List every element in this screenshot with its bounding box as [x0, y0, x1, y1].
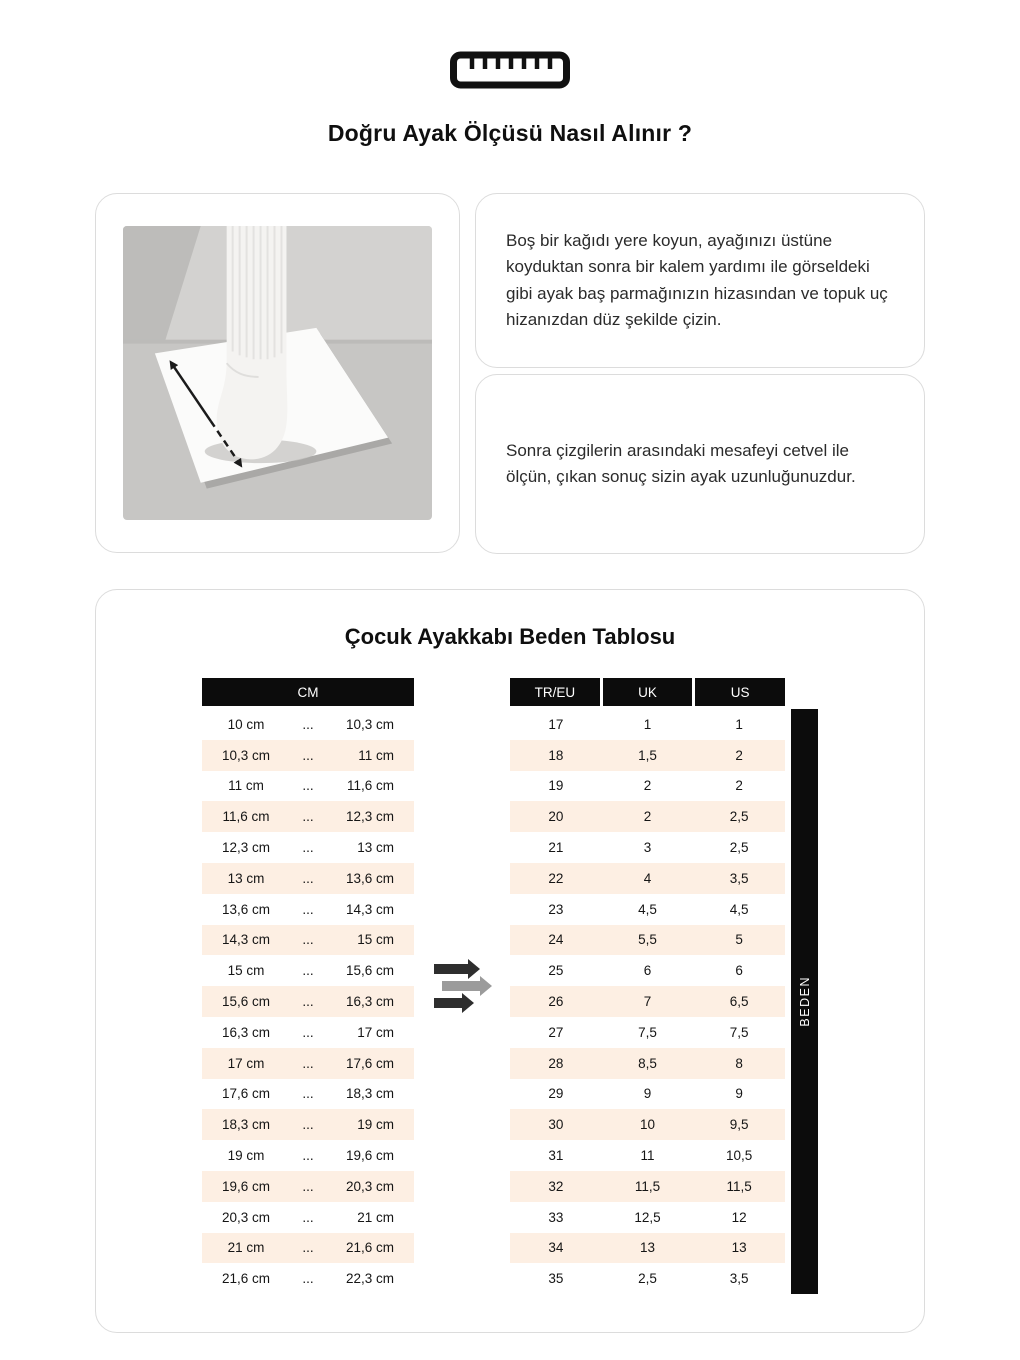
- size-value: 2: [643, 809, 652, 825]
- cm-value: 14,3 cm: [221, 932, 271, 948]
- size-value: 4: [643, 870, 652, 886]
- size-tables: [96, 678, 924, 1294]
- cm-value: 14,3 cm: [345, 901, 394, 917]
- cm-table-row: [202, 894, 414, 925]
- size-table-row: [510, 1202, 785, 1233]
- cm-value: 21,6 cm: [345, 1240, 394, 1256]
- header-tr-eu: TR/EU: [510, 678, 600, 706]
- range-separator: ...: [302, 1178, 314, 1194]
- range-separator: ...: [302, 994, 314, 1010]
- size-value: 3,5: [729, 1271, 749, 1287]
- size-table-row: [510, 709, 785, 740]
- range-separator: ...: [302, 1271, 314, 1287]
- range-separator: ...: [302, 1209, 314, 1225]
- size-table-row: [510, 1079, 785, 1110]
- range-separator: ...: [302, 778, 314, 794]
- range-separator: ...: [302, 840, 314, 856]
- size-value: 29: [548, 1086, 564, 1102]
- range-separator: ...: [302, 1086, 314, 1102]
- size-value: 3,5: [729, 870, 749, 886]
- header-uk: UK: [603, 678, 693, 706]
- page-title: Doğru Ayak Ölçüsü Nasıl Alınır ?: [327, 120, 693, 146]
- cm-value: 10,3 cm: [345, 716, 394, 732]
- foot-measure-image-card: [95, 193, 460, 553]
- size-value: 2,5: [729, 809, 749, 825]
- range-separator: ...: [302, 1055, 314, 1071]
- size-value: 10: [639, 1117, 655, 1133]
- cm-table-row: [202, 1017, 414, 1048]
- size-value: 2: [735, 778, 743, 794]
- size-value: 11: [640, 1148, 655, 1164]
- size-value: 20: [548, 809, 564, 825]
- beden-side-label: BEDEN: [797, 976, 812, 1027]
- size-value: 9: [643, 1086, 652, 1102]
- cm-value: 13,6 cm: [221, 901, 271, 917]
- cm-value: 13 cm: [227, 870, 265, 886]
- cm-value: 19 cm: [357, 1117, 394, 1133]
- size-table-row: [510, 740, 785, 771]
- size-table-row: [510, 1171, 785, 1202]
- size-value: 30: [548, 1117, 564, 1133]
- cm-table-row: [202, 1048, 414, 1079]
- size-value: 3: [643, 840, 652, 856]
- cm-value: 20,3 cm: [221, 1209, 271, 1225]
- instruction-step-1: Boş bir kağıdı yere koyun, ayağınızı üstüne koyduktan sonra bir kalem yardımı ile görseldeki gibi ayak baş parmağınızın hizasından ve topuk uç hizanızdan düz şekilde çizin.: [506, 230, 888, 329]
- cm-table-row: [202, 1109, 414, 1140]
- size-value: 8,5: [638, 1055, 657, 1071]
- cm-table-row: [202, 863, 414, 894]
- cm-value: 12,3 cm: [345, 809, 394, 825]
- range-separator: ...: [302, 901, 314, 917]
- cm-value: 15 cm: [227, 963, 265, 979]
- size-table-row: [510, 1263, 785, 1294]
- cm-table-row: [202, 1171, 414, 1202]
- size-value: 11,5: [726, 1178, 752, 1194]
- size-value: 21: [548, 840, 564, 856]
- size-conversion-area: [510, 678, 818, 1294]
- range-separator: ...: [302, 1148, 314, 1164]
- cm-table-row: [202, 832, 414, 863]
- size-value: 9,5: [729, 1117, 749, 1133]
- size-value: 5: [735, 932, 743, 948]
- size-table-row: [510, 771, 785, 802]
- size-value: 10,5: [726, 1148, 753, 1164]
- size-value: 35: [548, 1271, 564, 1287]
- size-value: 33: [548, 1209, 564, 1225]
- cm-value: 10 cm: [227, 716, 265, 732]
- size-value: 4,5: [638, 901, 657, 917]
- instruction-cards: [475, 193, 925, 554]
- cm-value: 15 cm: [357, 932, 394, 948]
- size-value: 27: [548, 1024, 564, 1040]
- cm-value: 21 cm: [227, 1240, 265, 1256]
- cm-value: 17 cm: [227, 1055, 265, 1071]
- cm-value: 19,6 cm: [221, 1178, 271, 1194]
- instructions-section: [95, 193, 925, 554]
- size-value: 2,5: [638, 1271, 657, 1287]
- range-separator: ...: [302, 716, 314, 732]
- cm-value: 11 cm: [358, 747, 394, 763]
- cm-value: 20,3 cm: [345, 1178, 394, 1194]
- size-value: 9: [735, 1086, 743, 1102]
- size-table-row: [510, 1140, 785, 1171]
- cm-table-row: [202, 1202, 414, 1233]
- size-value: 13: [731, 1240, 747, 1256]
- size-value: 12: [731, 1209, 747, 1225]
- size-value: 11,5: [634, 1178, 661, 1194]
- size-table-rows: [510, 709, 785, 1294]
- cm-table-row: [202, 955, 414, 986]
- cm-value: 19 cm: [227, 1148, 265, 1164]
- size-value: 17: [548, 716, 564, 732]
- cm-table-row: [202, 925, 414, 956]
- cm-value: 13,6 cm: [345, 870, 394, 886]
- instruction-card-2: [475, 374, 925, 554]
- size-table-row: [510, 986, 785, 1017]
- size-value: 26: [548, 994, 564, 1010]
- size-value: 1: [735, 716, 743, 732]
- cm-table-row: [202, 771, 414, 802]
- size-value: 8: [735, 1055, 743, 1071]
- cm-value: 12,3 cm: [221, 840, 271, 856]
- cm-value: 17,6 cm: [221, 1086, 271, 1102]
- size-value: 7,5: [729, 1024, 749, 1040]
- size-value: 5,5: [638, 932, 657, 948]
- range-separator: ...: [302, 1117, 314, 1133]
- range-separator: ...: [302, 932, 314, 948]
- cm-value: 17 cm: [357, 1024, 394, 1040]
- size-value: 19: [548, 778, 564, 794]
- cm-table-row: [202, 1233, 414, 1264]
- size-value: 32: [548, 1178, 564, 1194]
- cm-table-row: [202, 709, 414, 740]
- size-value: 2,5: [729, 840, 749, 856]
- size-conversion-table: [510, 678, 785, 1294]
- header-us: US: [695, 678, 785, 706]
- size-value: 6: [643, 963, 652, 979]
- cm-value: 22,3 cm: [345, 1271, 394, 1287]
- size-value: 23: [548, 901, 564, 917]
- cm-value: 11,6 cm: [346, 778, 394, 794]
- size-table-row: [510, 801, 785, 832]
- cm-table-row: [202, 986, 414, 1017]
- cm-value: 18,3 cm: [221, 1117, 271, 1133]
- size-table-card: [95, 589, 925, 1333]
- size-value: 6,5: [729, 994, 749, 1010]
- cm-value: 18,3 cm: [345, 1086, 394, 1102]
- size-table-row: [510, 894, 785, 925]
- cm-value: 10,3 cm: [221, 747, 271, 763]
- foot-measurement-photo: [123, 226, 432, 520]
- size-value: 25: [548, 963, 564, 979]
- cm-table-row: [202, 1263, 414, 1294]
- cm-value: 11 cm: [228, 778, 264, 794]
- cm-value: 19,6 cm: [345, 1148, 394, 1164]
- beden-side-bar: [791, 709, 818, 1294]
- cm-table-row: [202, 1079, 414, 1110]
- size-table-row: [510, 1233, 785, 1264]
- cm-table-row: [202, 740, 414, 771]
- cm-value: 16,3 cm: [221, 1024, 271, 1040]
- range-separator: ...: [302, 809, 314, 825]
- range-separator: ...: [302, 963, 314, 979]
- size-value: 31: [548, 1148, 564, 1164]
- size-value: 2: [643, 778, 652, 794]
- range-separator: ...: [302, 747, 314, 763]
- cm-value: 21 cm: [357, 1209, 394, 1225]
- cm-table-row: [202, 1140, 414, 1171]
- size-table-row: [510, 1048, 785, 1079]
- size-value: 13: [639, 1240, 655, 1256]
- size-value: 34: [548, 1240, 564, 1256]
- cm-value: 15,6 cm: [345, 963, 394, 979]
- size-table-row: [510, 1109, 785, 1140]
- cm-value: 17,6 cm: [345, 1055, 394, 1071]
- cm-table: [202, 678, 414, 1294]
- size-value: 4,5: [729, 901, 749, 917]
- cm-value: 13 cm: [357, 840, 394, 856]
- range-separator: ...: [302, 1024, 314, 1040]
- size-value: 28: [548, 1055, 564, 1071]
- size-table-row: [510, 832, 785, 863]
- size-table-title: Çocuk Ayakkabı Beden Tablosu: [344, 624, 676, 649]
- size-value: 22: [548, 870, 564, 886]
- size-value: 12,5: [634, 1209, 661, 1225]
- size-value: 7,5: [638, 1024, 657, 1040]
- range-separator: ...: [302, 870, 314, 886]
- size-value: 18: [548, 747, 564, 763]
- size-table-row: [510, 863, 785, 894]
- size-table-row: [510, 925, 785, 956]
- size-value: 2: [735, 747, 743, 763]
- size-value: 1,5: [638, 747, 657, 763]
- cm-value: 15,6 cm: [221, 994, 271, 1010]
- size-table-row: [510, 1017, 785, 1048]
- size-table-row: [510, 955, 785, 986]
- cm-value: 11,6 cm: [222, 809, 270, 825]
- size-value: 24: [548, 932, 564, 948]
- cm-value: 21,6 cm: [221, 1271, 271, 1287]
- cm-table-header: CM: [202, 678, 414, 706]
- ruler-icon: [0, 0, 1020, 90]
- size-value: 7: [643, 994, 652, 1010]
- size-table-headers: [510, 678, 785, 706]
- cm-table-rows: [202, 709, 414, 1294]
- cm-table-row: [202, 801, 414, 832]
- cm-value: 16,3 cm: [345, 994, 394, 1010]
- transfer-arrows-icon: [414, 954, 510, 1018]
- range-separator: ...: [302, 1240, 314, 1256]
- instruction-card-1: [475, 193, 925, 368]
- size-value: 1: [643, 716, 652, 732]
- instruction-step-2: Sonra çizgilerin arasındaki mesafeyi cetvel ile ölçün, çıkan sonuç sizin ayak uzunluğunuzdur.: [506, 440, 856, 486]
- size-value: 6: [735, 963, 743, 979]
